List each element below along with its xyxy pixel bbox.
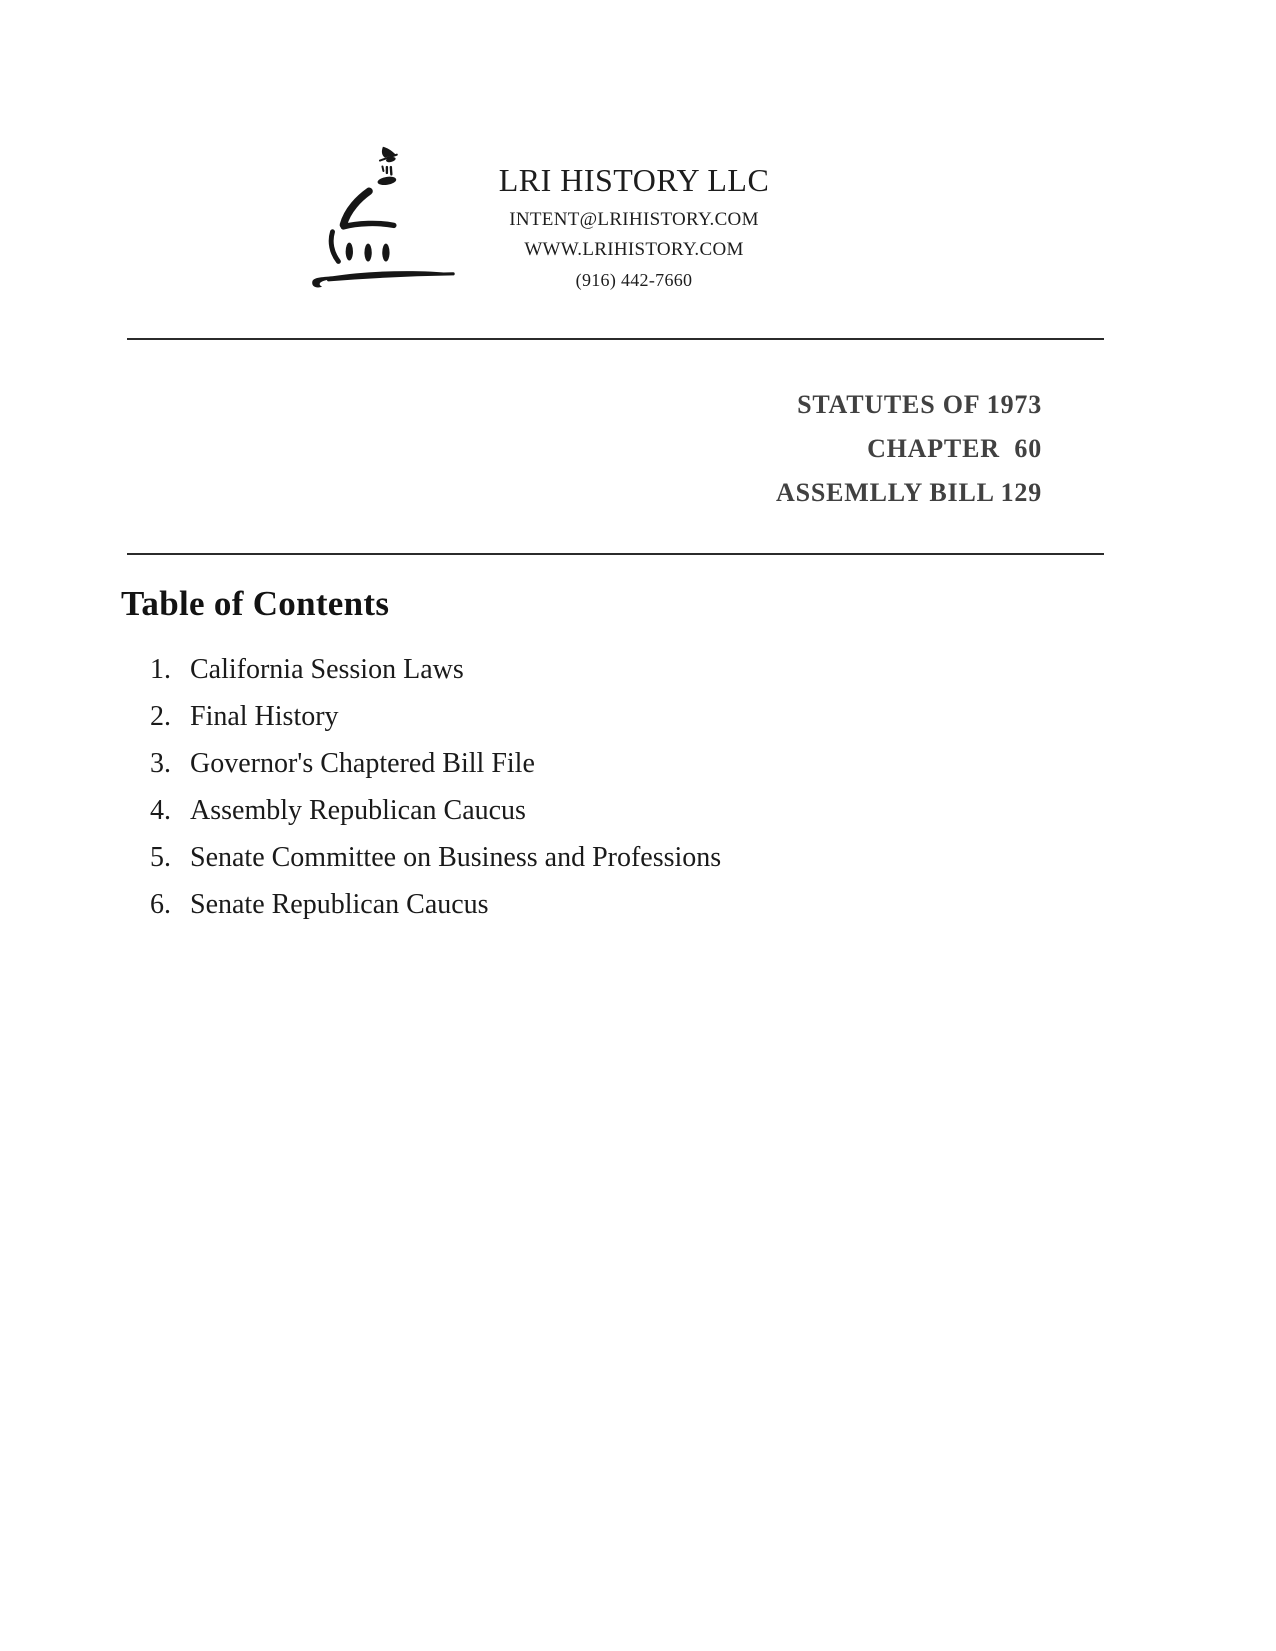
statutes-line: STATUTES OF 1973 — [797, 390, 1042, 419]
toc-item-1 — [150, 646, 721, 693]
divider-bottom — [127, 553, 1104, 555]
toc-item-label: Governor's Chaptered Bill File — [190, 748, 535, 779]
toc-item-number: 5. — [150, 842, 171, 873]
toc-item-label: Senate Committee on Business and Professions — [190, 842, 722, 873]
toc-item-label: California Session Laws — [190, 654, 464, 685]
assembly-bill-line: ASSEMLLY BILL 129 — [776, 478, 1042, 507]
toc-item-number: 3. — [150, 748, 171, 779]
letterhead — [434, 162, 834, 295]
toc-item-6 — [150, 881, 721, 928]
chapter-line: CHAPTER 60 — [867, 434, 1042, 463]
toc-item-2 — [150, 693, 721, 740]
toc-item-5 — [150, 834, 721, 881]
toc-item-number: 6. — [150, 889, 171, 920]
case-caption — [522, 383, 1042, 515]
company-name: LRI HISTORY LLC — [498, 162, 770, 198]
toc-item-label: Assembly Republican Caucus — [190, 795, 526, 826]
company-phone: (916) 442-7660 — [575, 270, 693, 290]
toc-item-number: 1. — [150, 654, 171, 685]
toc-list — [150, 646, 721, 928]
company-email: INTENT@LRIHISTORY.COM — [509, 209, 759, 230]
toc-item-label: Senate Republican Caucus — [190, 889, 489, 920]
toc-title: Table of Contents — [121, 584, 390, 623]
divider-top — [127, 338, 1104, 340]
toc-item-number: 4. — [150, 795, 171, 826]
toc-item-number: 2. — [150, 701, 171, 732]
toc-item-4 — [150, 787, 721, 834]
company-website: WWW.LRIHISTORY.COM — [524, 239, 744, 260]
toc-item-3 — [150, 740, 721, 787]
toc-item-label: Final History — [190, 701, 339, 732]
